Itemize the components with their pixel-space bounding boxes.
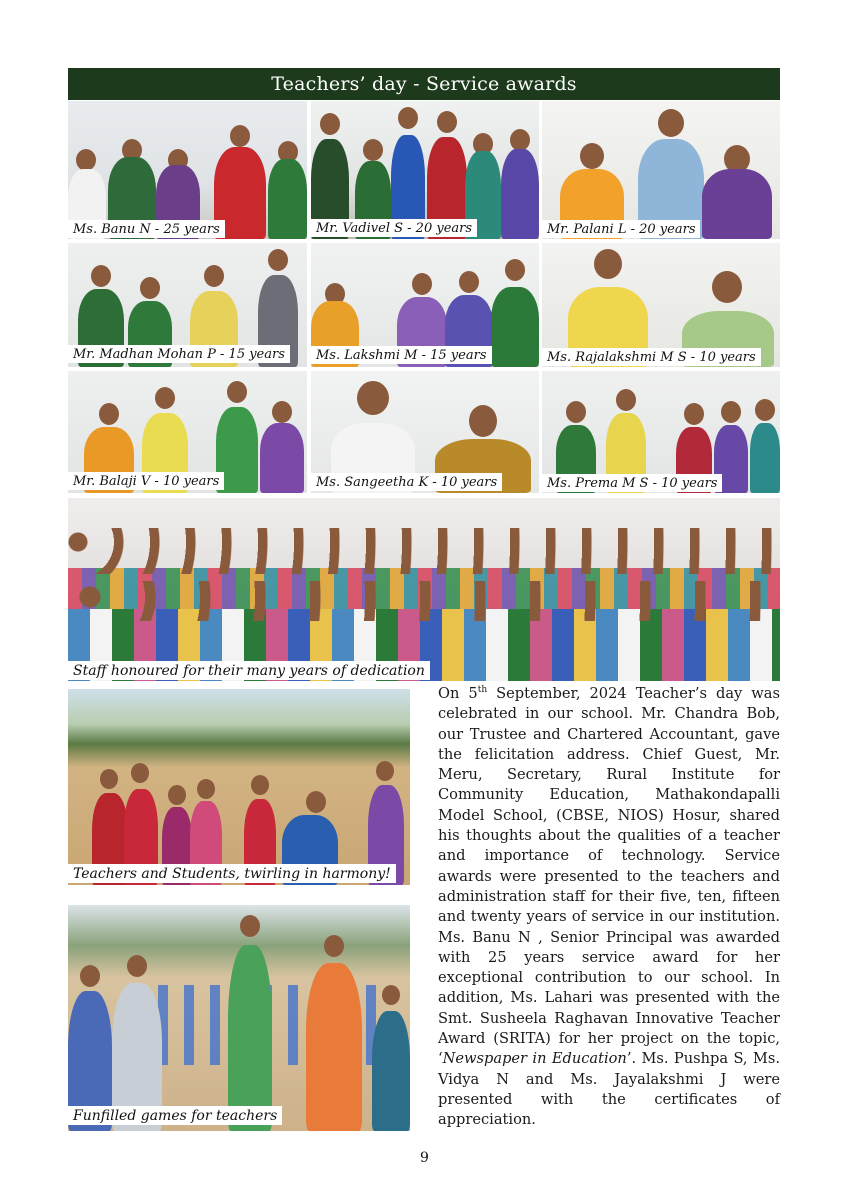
caption-staff-group: Staff honoured for their many years of dedication (68, 661, 430, 680)
article-text-end: ’. Ms. Pushpa S, Ms. Vidya N and Ms. Jayalakshmi J were presented with the certificates of appreciation. (438, 1050, 780, 1129)
photo-games (68, 905, 410, 1131)
caption-madhan: Mr. Madhan Mohan P - 15 years (68, 345, 290, 363)
section-banner (68, 68, 780, 100)
article-text-start: On 5 (438, 685, 478, 702)
banner-title: Teachers’ day - Service awards (271, 73, 577, 95)
article-paragraph (438, 684, 780, 1131)
caption-prema: Ms. Prema M S - 10 years (542, 474, 722, 492)
photo-staff-group (68, 498, 780, 681)
photo-twirling (68, 689, 410, 885)
photo-palani (542, 101, 780, 239)
caption-lakshmi: Ms. Lakshmi M - 15 years (311, 346, 492, 364)
article-superscript: th (477, 685, 488, 696)
caption-palani: Mr. Palani L - 20 years (542, 220, 700, 238)
photo-banu (68, 101, 307, 239)
caption-sangeetha: Ms. Sangeetha K - 10 years (311, 473, 502, 491)
caption-rajalakshmi: Ms. Rajalakshmi M S - 10 years (542, 348, 761, 366)
caption-twirling: Teachers and Students, twirling in harmony! (68, 864, 396, 883)
caption-vadivel: Mr. Vadivel S - 20 years (311, 219, 477, 237)
caption-games: Funfilled games for teachers (68, 1106, 282, 1125)
article-text-italic: Newspaper in Education (442, 1050, 627, 1068)
caption-balaji: Mr. Balaji V - 10 years (68, 472, 224, 490)
page-number: 9 (420, 1150, 429, 1166)
caption-banu: Ms. Banu N - 25 years (68, 220, 225, 238)
article-text-body: September, 2024 Teacher’s day was celebrated in our school. Mr. Chandra Bob, our Trustee and Chartered Accountant, gave the felicitation address. Chief Guest, Mr. Meru, Secretary, Rural Institute for Community Education, Mathakondapalli Model School, (CBSE, NIOS) Hosur, shared his thoughts about the qualities of a teacher and importance of technology. Service awards were presented to the teachers and administration staff for their five, ten, fifteen and twenty years of service in our institution. Ms. Banu N , Senior Principal was awarded with 25 years service award for her exceptional contribution to our school. In addition, Ms. Lahari was presented with the Smt. Susheela Raghavan Innovative Teacher Award (SRITA) for her project on the topic, ‘ (438, 685, 780, 1068)
